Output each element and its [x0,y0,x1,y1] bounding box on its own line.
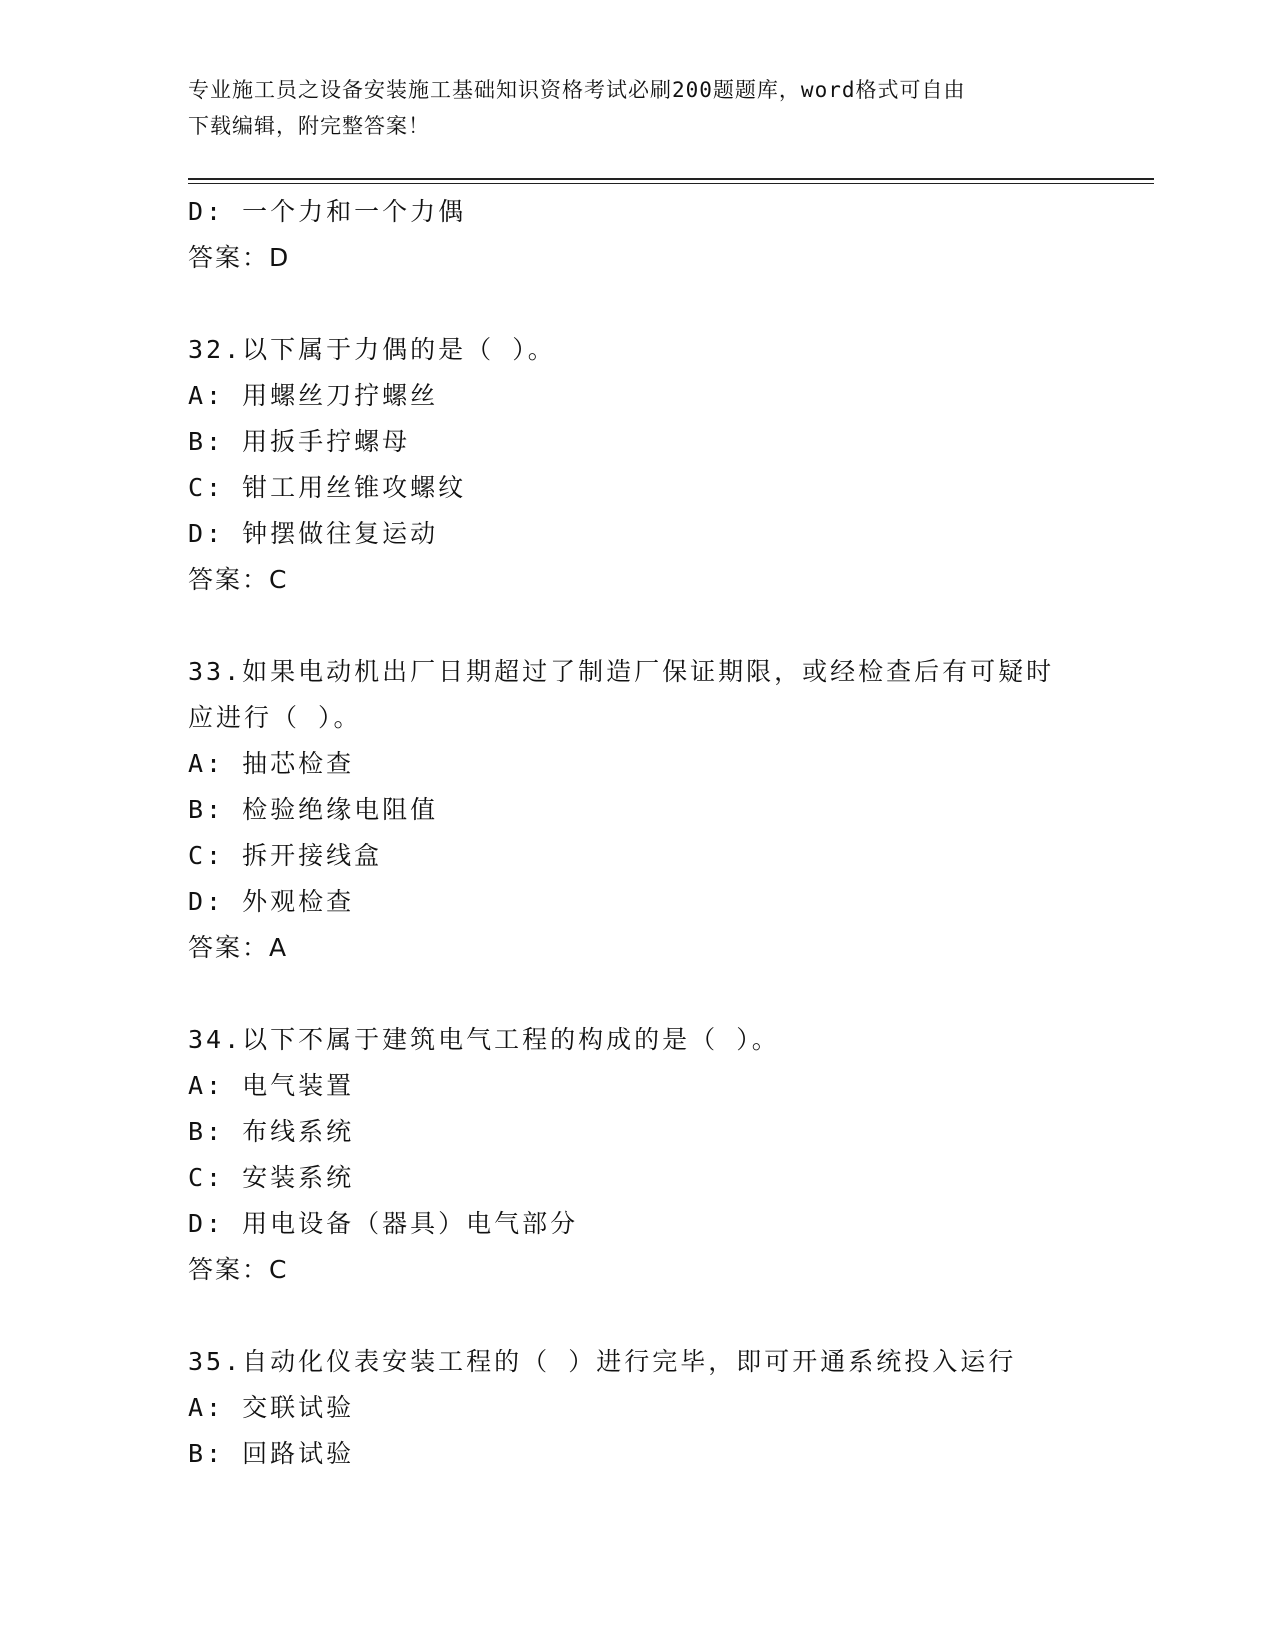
question-stem: 35.自动化仪表安装工程的（ ）进行完毕，即可开通系统投入运行 [188,1347,1017,1376]
option-a: A: 抽芯检查 [188,749,355,778]
option-a: A: 电气装置 [188,1071,355,1100]
answer: 答案：A [188,933,289,962]
header-divider [188,178,1154,180]
question-34 [188,1017,1088,1293]
question-35 [188,1339,1088,1477]
header-line-1: 专业施工员之设备安装施工基础知识资格考试必刷200题题库，word格式可自由 [188,78,966,102]
option-d: D: 钟摆做往复运动 [188,519,439,548]
option-b: B: 检验绝缘电阻值 [188,795,439,824]
option-c: C: 拆开接线盒 [188,841,383,870]
header-divider-thin [188,183,1154,184]
question-33 [188,649,1088,971]
document-header [188,72,1078,144]
question-stem-line-2: 应进行（ ）。 [188,703,362,732]
question-stem: 34.以下不属于建筑电气工程的构成的是（ ）。 [188,1025,780,1054]
question-stem-line-1: 33.如果电动机出厂日期超过了制造厂保证期限，或经检查后有可疑时 [188,657,1055,686]
option-c: C: 安装系统 [188,1163,355,1192]
option-a: A: 交联试验 [188,1393,355,1422]
option-c: C: 钳工用丝锥攻螺纹 [188,473,467,502]
question-31-tail [188,189,1088,281]
option-b: B: 回路试验 [188,1439,355,1468]
question-list [188,189,1088,1477]
answer: 答案：C [188,565,289,594]
option-d: D: 用电设备（器具）电气部分 [188,1209,579,1238]
option-a: A: 用螺丝刀拧螺丝 [188,381,439,410]
option-d: D: 外观检查 [188,887,355,916]
header-line-2: 下载编辑，附完整答案！ [188,114,430,138]
option-b: B: 用扳手拧螺母 [188,427,411,456]
question-stem: 32.以下属于力偶的是（ ）。 [188,335,556,364]
answer: 答案：C [188,1255,289,1284]
option-d: D: 一个力和一个力偶 [188,197,467,226]
question-32 [188,327,1088,603]
answer: 答案：D [188,243,291,272]
option-b: B: 布线系统 [188,1117,355,1146]
